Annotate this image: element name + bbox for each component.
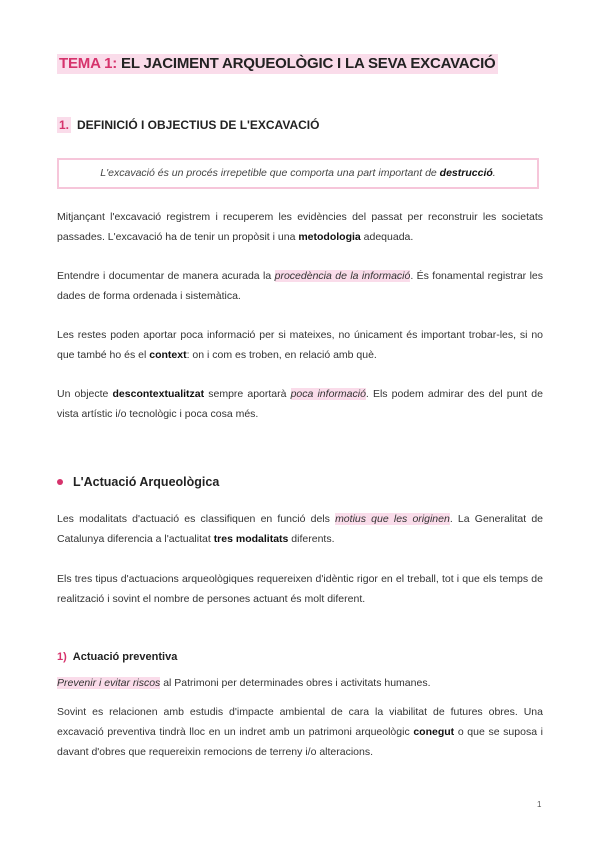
p6-text: Els tres tipus d'actuacions arqueològiques requereixen d'idèntic rigor en el treball, tot i que els temps de realització i sovint el nombre de persones actuant és molt diferent.	[57, 573, 543, 605]
p5-text-a: Les modalitats d'actuació es classifiquen en funció dels	[57, 513, 336, 525]
p1-text-c: adequada.	[360, 231, 414, 243]
bullet-icon	[57, 479, 63, 485]
p2-highlight: procedència de la informació	[274, 270, 411, 282]
p8-bold: conegut	[413, 726, 455, 738]
p5-highlight: motius que les originen	[335, 513, 450, 525]
p2-text-c: . És fonamental registrar les dades de forma ordenada i sistemàtica.	[57, 270, 543, 302]
p4-highlight: poca informació	[290, 388, 366, 400]
paragraph-6	[57, 569, 543, 609]
quote-bold: destrucció	[439, 167, 493, 179]
p7-highlight: Prevenir i evitar riscos	[57, 677, 161, 689]
section-heading-1	[57, 117, 319, 133]
p4-text-c: sempre aportarà	[204, 388, 291, 400]
p3-bold: context	[149, 349, 187, 361]
p7-text: al Patrimoni per determinades obres i activitats humanes.	[160, 677, 431, 689]
definition-quote	[57, 158, 539, 189]
section3-title: Actuació preventiva	[72, 651, 178, 663]
title-prefix: TEMA 1:	[59, 55, 118, 72]
p4-text-a: Un objecte	[57, 388, 113, 400]
paragraph-3	[57, 325, 543, 365]
paragraph-4	[57, 384, 543, 424]
p8-text-a: Sovint es relacionen amb estudis d'impacte ambiental de cara la viabilitat de futures obres. Una excavació preventiva tindrà lloc en un indret amb un patrimoni arqueològic	[57, 706, 543, 738]
section-title: DEFINICIÓ I OBJECTIUS DE L'EXCAVACIÓ	[77, 118, 320, 132]
p3-text-a: Les restes poden aportar poca informació per si mateixes, no únicament és important trobar-les, si no que també ho és el	[57, 329, 543, 361]
p4-bold: descontextualitzat	[112, 388, 205, 400]
section3-number: 1)	[57, 651, 67, 663]
page-title	[57, 54, 498, 74]
page-number: 1	[537, 800, 542, 809]
paragraph-7	[57, 673, 543, 693]
p5-text-d: diferents.	[288, 533, 335, 545]
section2-title: L'Actuació Arqueològica	[73, 475, 220, 489]
p3-text-c: : on i com es troben, en relació amb què.	[186, 349, 377, 361]
section-heading-2	[57, 473, 219, 491]
section-number: 1.	[59, 118, 70, 132]
paragraph-1	[57, 207, 543, 247]
paragraph-2	[57, 266, 543, 306]
p1-bold: metodologia	[298, 231, 361, 243]
p2-text-a: Entendre i documentar de manera acurada la	[57, 270, 275, 282]
paragraph-8	[57, 702, 543, 762]
p8-text-c: o que se suposa i davant d'obres que requereixin remocions de terreny i/o alteracions.	[57, 726, 543, 758]
p5-text-c: . La Generalitat de Catalunya diferencia a l'actualitat	[57, 513, 543, 545]
paragraph-5	[57, 509, 543, 549]
quote-end: .	[492, 167, 496, 179]
p1-text-a: Mitjançant l'excavació registrem i recuperem les evidències del passat per reconstruir les societats passades. L'excavació ha de tenir un propòsit i una	[57, 211, 543, 243]
p4-text-d: . Els podem admirar des del punt de vista artístic i/o tecnològic i poca cosa més.	[57, 388, 543, 420]
title-text: EL JACIMENT ARQUEOLÒGIC I LA SEVA EXCAVACIÓ	[117, 55, 496, 72]
section-heading-3	[57, 649, 177, 665]
quote-text: L'excavació és un procés irrepetible que comporta una part important de	[100, 167, 440, 179]
p5-bold: tres modalitats	[213, 533, 289, 545]
